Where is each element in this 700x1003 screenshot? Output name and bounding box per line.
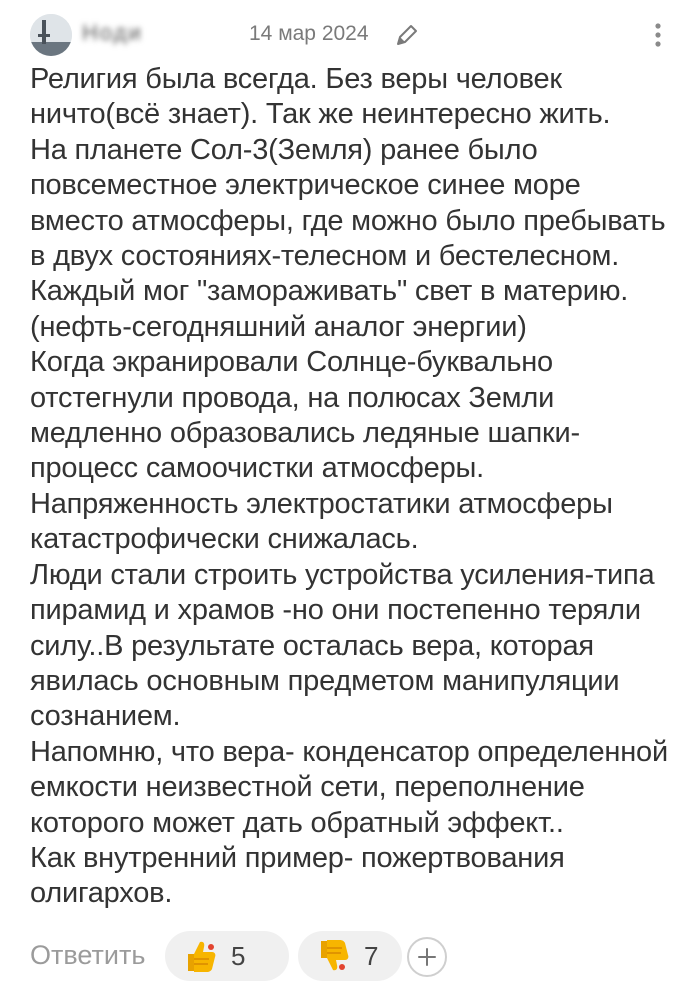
reply-button[interactable]: Ответить [30,940,146,970]
like-count: 5 [231,940,246,971]
comment-line: На планете Сол-3(Земля) ранее было [30,133,538,166]
dislike-count: 7 [364,940,379,971]
comment-line: Религия была всегда. Без веры человек [30,63,562,95]
comment-line: сознанием. [30,700,181,733]
comment-header [0,0,700,60]
thumbs-up-icon [179,936,219,976]
comment-line: медленно образовались ледяные шапки- [30,417,580,450]
comment-actions [30,928,680,984]
dislike-reaction-button[interactable] [298,931,402,981]
comment-line: ничто(всё знает). Так же неинтересно жить. [30,98,611,131]
comment-line: Как внутренний пример- пожертвования [30,841,565,874]
comment-line: процесс самоочистки атмосферы. [30,452,485,485]
thumbs-down-icon [312,936,352,976]
comment-text [30,62,680,912]
avatar[interactable] [30,14,72,56]
comment-line: явилась основным предметом манипуляции [30,664,620,697]
comment-line: катастрофически снижалась. [30,523,419,556]
like-reaction-button[interactable] [165,931,289,981]
comment-line: пирамид и храмов -но они постепенно теряли [30,594,641,627]
comment-line: вместо атмосферы, где можно было пребывать [30,204,666,237]
username[interactable]: Ноди [82,20,143,45]
plus-icon [416,946,438,968]
comment-line: повсеместное электрическое синее море [30,169,581,202]
avatar-image [30,14,72,56]
comment-date: 14 мар 2024 [249,22,369,45]
comment-line: олигархов. [30,877,173,910]
comment-line: емкости неизвестной сети, переполнение [30,771,585,804]
comment-line: Напряженность электростатики атмосферы [30,487,613,520]
comment-line: силу..В результате осталась вера, которая [30,629,594,662]
comment-line: Напомню, что вера- конденсатор определенной [30,735,668,768]
comment-line: Каждый мог "замораживать" свет в материю. [30,275,629,308]
comment-line: отстегнули провода, на полюсах Земли [30,381,555,414]
comment-line: Люди стали строить устройства усиления-типа [30,558,655,591]
add-reaction-button[interactable] [407,937,447,977]
pencil-icon[interactable] [394,22,420,48]
comment-line: которого может дать обратный эффект.. [30,806,564,839]
comment-line: Когда экранировали Солнце-буквально [30,346,553,379]
comment-line: в двух состояниях-телесном и бестелесном. [30,240,620,273]
comment-line: (нефть-сегодняшний аналог энергии) [30,310,527,343]
vertical-dots-icon[interactable] [648,20,668,50]
